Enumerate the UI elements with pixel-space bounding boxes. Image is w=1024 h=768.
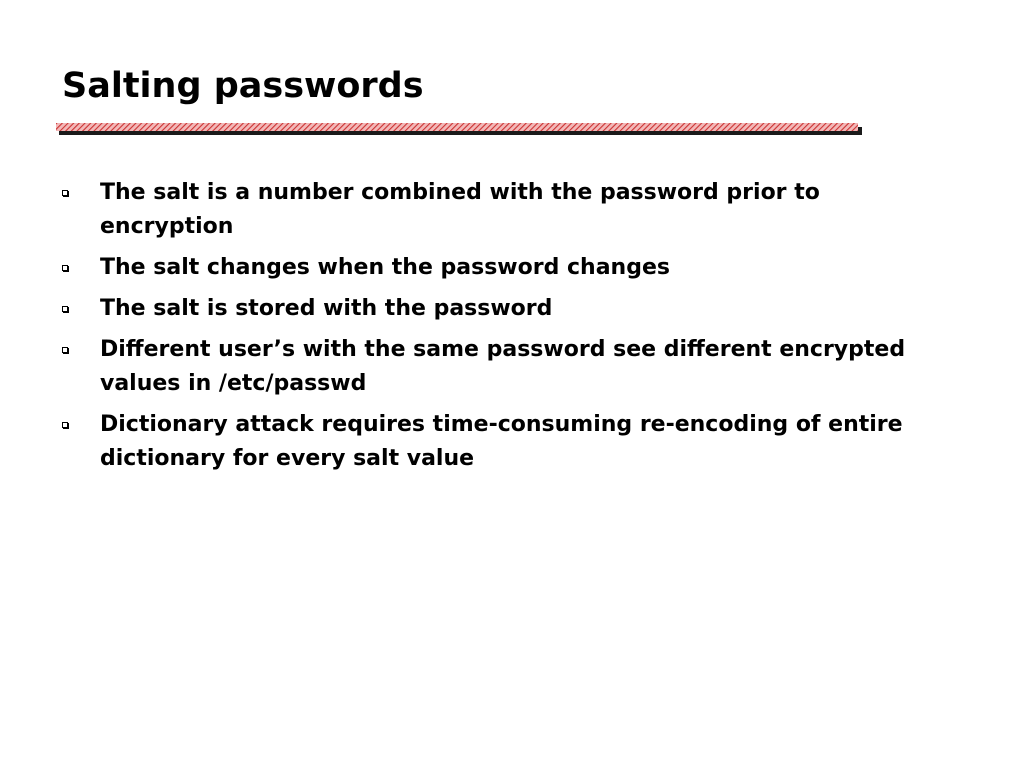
hollow-square-bullet-icon [62, 265, 69, 272]
title-underline-rule [56, 123, 862, 135]
bullet-item [62, 251, 942, 285]
bullet-item [62, 333, 942, 401]
bullet-item [62, 292, 942, 326]
bullet-text: Different user’s with the same password see different encrypted values in /etc/passwd [100, 337, 906, 396]
bullet-text: Dictionary attack requires time-consuming re-encoding of entire dictionary for every salt value [100, 412, 903, 471]
bullet-text: The salt changes when the password changes [100, 255, 670, 280]
bullet-item [62, 408, 942, 476]
bullet-list [62, 176, 942, 483]
bullet-text: The salt is stored with the password [100, 296, 553, 321]
slide-title: Salting passwords [62, 66, 424, 106]
hollow-square-bullet-icon [62, 190, 69, 197]
bullet-item [62, 176, 942, 244]
hollow-square-bullet-icon [62, 347, 69, 354]
hollow-square-bullet-icon [62, 422, 69, 429]
bullet-text: The salt is a number combined with the password prior to encryption [100, 180, 820, 239]
hollow-square-bullet-icon [62, 306, 69, 313]
